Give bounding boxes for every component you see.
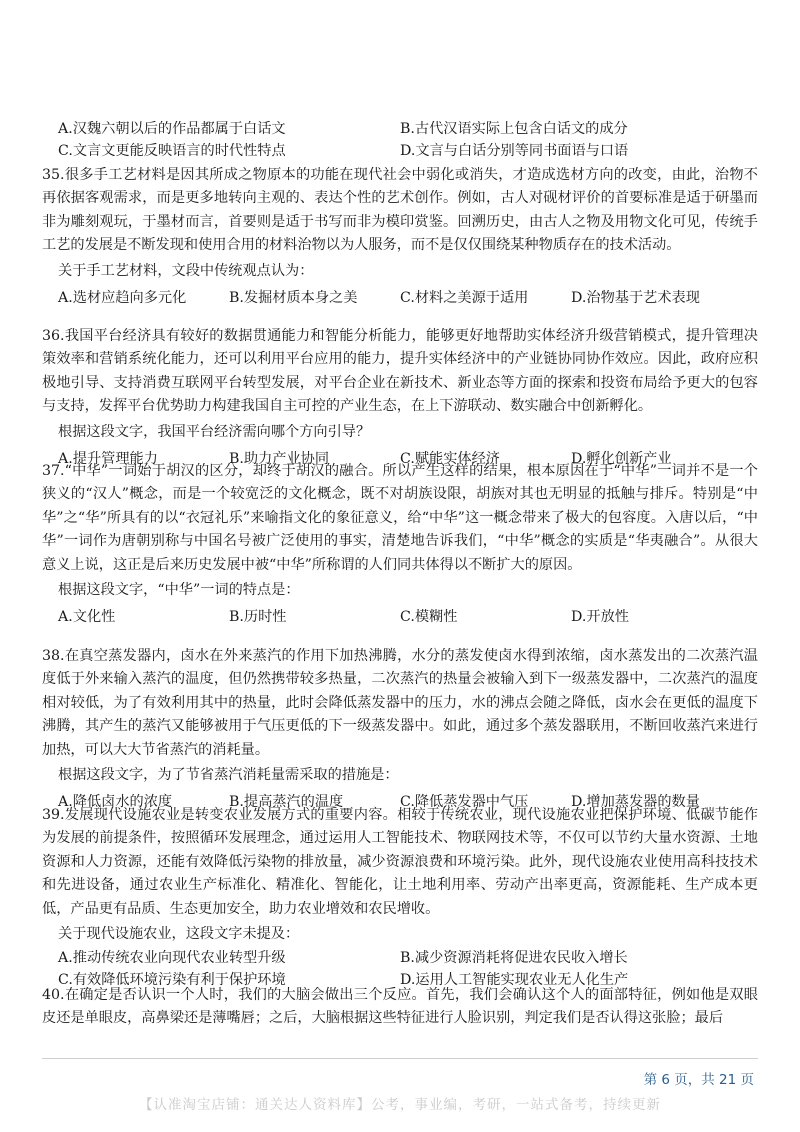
q39-option-a[interactable]: A.推动传统农业向现代农业转型升级 xyxy=(58,950,286,967)
q36-option-d[interactable]: D.孵化创新产业 xyxy=(571,450,672,467)
q35-option-c[interactable]: C.材料之美源于适用 xyxy=(400,289,529,306)
q36-option-c[interactable]: C.赋能实体经济 xyxy=(400,450,500,467)
q36-prompt: 根据这段文字，我国平台经济需向哪个方向引导？ xyxy=(58,423,371,440)
q38-prompt: 根据这段文字，为了节省蒸汽消耗量需采取的措施是： xyxy=(58,767,399,784)
q37-stem xyxy=(42,460,758,577)
q37-option-a[interactable]: A.文化性 xyxy=(58,609,116,626)
question-40 xyxy=(42,984,758,1031)
q39-option-b[interactable]: B.减少资源消耗将促进农民收入增长 xyxy=(400,950,628,967)
q38-number: 38. xyxy=(42,648,65,664)
q37-option-c[interactable]: C.模糊性 xyxy=(400,609,458,626)
q39-stem-text: 发展现代设施农业是转变农业发展方式的重要内容。相较于传统农业，现代设施农业把保护环境、低碳节能作为发展的前提条件，按照循环发展理念，通过运用人工智能技术、物联网技术等，不仅可以节约大量水资源、土地资源和人力资源，还能有效降低污染物的排放量，减少资源浪费和环境污染。此外，现代设施农业使用高科技技术和先进设备，通过农业生产标准化、精准化、智能化，让土地利用率、劳动产出率更高，资源能耗、生产成本更低，产品更有品质、生态更加安全，助力农业增效和农民增收。 xyxy=(42,807,758,917)
q35-option-d[interactable]: D.治物基于艺术表现 xyxy=(571,289,700,306)
q36-stem xyxy=(42,325,758,419)
q34-option-b[interactable]: B.古代汉语实际上包含白话文的成分 xyxy=(400,121,628,137)
q35-prompt: 关于手工艺材料，文段中传统观点认为： xyxy=(58,262,314,279)
q38-option-a[interactable]: A.降低卤水的浓度 xyxy=(58,794,173,811)
q40-stem-text: 在确定是否认识一个人时，我们的大脑会做出三个反应。首先，我们会确认这个人的面部特征，例如他是双眼皮还是单眼皮，高鼻梁还是薄嘴唇；之后，大脑根据这些特征进行人脸识别，判定我们是否认得这张脸；最后 xyxy=(42,987,758,1027)
footer-divider xyxy=(42,1058,758,1059)
q38-option-d[interactable]: D.增加蒸发器的数量 xyxy=(571,794,700,811)
q35-option-b[interactable]: B.发掘材质本身之美 xyxy=(229,289,358,306)
q38-stem-text: 在真空蒸发器内，卤水在外来蒸汽的作用下加热沸腾，水分的蒸发使卤水得到浓缩，卤水蒸发出的二次蒸汽温度低于外来输入蒸汽的温度，但仍然携带较多热量，二次蒸汽的热量会被输入到下一级蒸发器中，二次蒸汽的温度相对较低，为了有效利用其中的热量，此时会降低蒸发器中的压力，水的沸点会随之降低，卤水会在更低的温度下沸腾，其产生的蒸汽又能够被用于气压更低的下一级蒸发器中。如此，通过多个蒸发器联用，不断回收蒸汽来进行加热，可以大大节省蒸汽的消耗量。 xyxy=(42,648,758,758)
q36-option-b[interactable]: B.助力产业协同 xyxy=(229,450,330,467)
watermark-text: 【认准淘宝店铺：通关达人资料库】公考，事业编，考研，一站式备考，持续更新 xyxy=(139,1097,661,1113)
question-36 xyxy=(42,325,758,473)
q38-option-b[interactable]: B.提高蒸汽的温度 xyxy=(229,794,344,811)
q35-number: 35. xyxy=(42,167,65,183)
question-37 xyxy=(42,460,758,631)
q37-option-d[interactable]: D.开放性 xyxy=(571,609,629,626)
q35-option-a[interactable]: A.选材应趋向多元化 xyxy=(58,289,187,306)
q40-stem xyxy=(42,984,758,1031)
q37-number: 37. xyxy=(42,463,65,479)
q36-stem-text: 我国平台经济具有较好的数据贯通能力和智能分析能力，能够更好地帮助实体经济升级营销模式，提升管理决策效率和营销系统化能力，还可以利用平台应用的能力，提升实体经济中的产业链协同协作效应。因此，政府应积极地引导、支持消费互联网平台转型发展，对平台企业在新技术、新业态等方面的探索和投资布局给予更大的包容与支持，发挥平台优势助力构建我国自主可控的产业生态，在上下游联动、数实融合中创新孵化。 xyxy=(42,328,758,415)
q40-number: 40. xyxy=(42,987,65,1003)
q37-option-b[interactable]: B.历时性 xyxy=(229,609,287,626)
q37-stem-text: “中华”一词始于胡汉的区分，却终于胡汉的融合。所以产生这样的结果，根本原因在于“中华”一词并不是一个狭义的“汉人”概念，而是一个较宽泛的文化概念，既不对胡族设限，胡族对其也无明显的抵触与排斥。特别是“中华”之“华”所具有的以“衣冠礼乐”来喻指文化的象征意义，给“中华”这一概念带来了极大的包容度。入唐以后，“中华”一词作为唐朝别称与中国名号被广泛使用的事实，清楚地告诉我们，“中华”概念的实质是“华夷融合”。从很大意义上说，这正是后来历史发展中被“中华”所称谓的人们同共体得以不断扩大的原因。 xyxy=(42,463,758,573)
q39-stem xyxy=(42,804,758,921)
question-35 xyxy=(42,164,758,312)
q36-number: 36. xyxy=(42,328,65,344)
q35-options xyxy=(42,284,758,312)
q34-option-c[interactable]: C.文言文更能反映语言的时代性特点 xyxy=(58,143,286,159)
q39-option-d[interactable]: D.运用人工智能实现农业无人化生产 xyxy=(400,972,629,989)
q34-option-d[interactable]: D.文言与白话分别等同书面语与口语 xyxy=(400,143,629,159)
page-number: 第 6 页，共 21 页 xyxy=(643,1072,754,1088)
q34-options xyxy=(58,118,758,162)
q38-stem xyxy=(42,645,758,762)
q37-prompt: 根据这段文字，“中华”一词的特点是： xyxy=(58,582,300,599)
q39-number: 39. xyxy=(42,807,65,823)
q39-prompt: 关于现代设施农业，这段文字未提及： xyxy=(58,926,300,943)
q35-stem-text: 很多手工艺材料是因其所成之物原本的功能在现代社会中弱化或消失，才造成选材方向的改变，由此，治物不再依据客观需求，而是更多地转向主观的、表达个性的艺术创作。例如，古人对砚材评价的首要标准是适于研墨而非为雕刻观玩，于墨材而言，首要则是适于书写而非为模印赏鉴。回溯历史，由古人之物及用物文化可见，传统手工艺的发展是不断发现和使用合用的材料治物以为人服务，而不是仅仅围绕某种物质存在的技术活动。 xyxy=(42,167,758,254)
question-38 xyxy=(42,645,758,816)
q38-option-c[interactable]: C.降低蒸发器中气压 xyxy=(400,794,529,811)
question-39 xyxy=(42,804,758,991)
q37-options xyxy=(42,603,758,631)
q36-option-a[interactable]: A.提升管理能力 xyxy=(58,450,158,467)
q39-option-c[interactable]: C.有效降低环境污染有利于保护环境 xyxy=(58,972,286,989)
q34-option-a[interactable]: A.汉魏六朝以后的作品都属于白话文 xyxy=(58,121,286,137)
q35-stem xyxy=(42,164,758,258)
